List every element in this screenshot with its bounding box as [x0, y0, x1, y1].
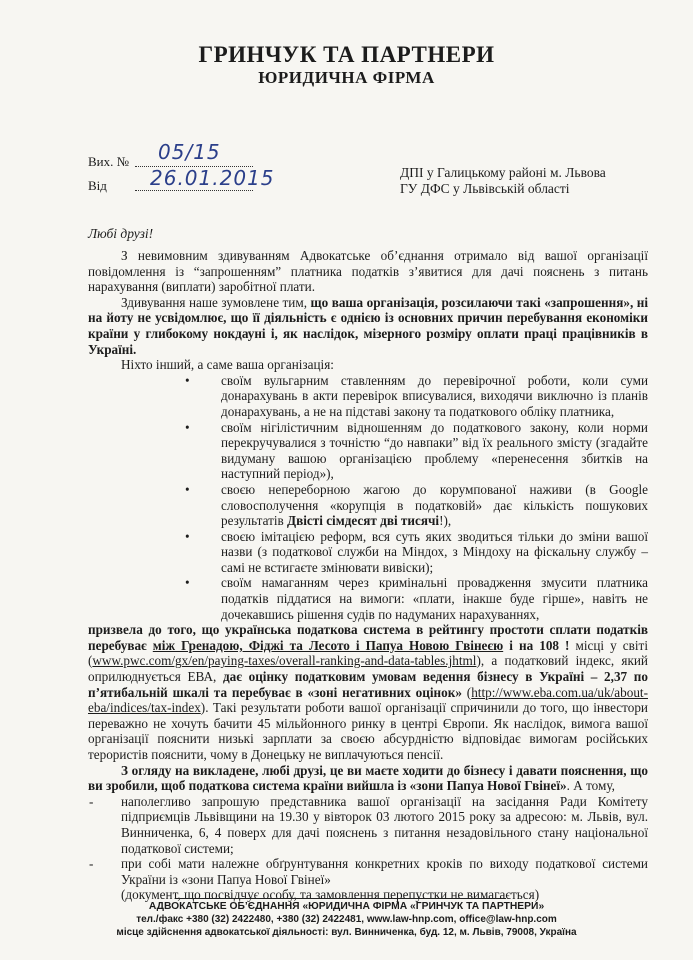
- outgoing-number-value: 05/15: [158, 140, 221, 164]
- bullet-item: • своєю імітацією реформ, вся суть яких зводиться тільки до зміни вашої назви (з податкової служби на Міндох, з Міндоху на фіскальну службу – самі не встигаєте змінювати вивіски);: [221, 529, 648, 576]
- note: (документ, що посвідчує особу, та замовлення перепустки не вимагається): [121, 887, 540, 903]
- bullet-list: [88, 373, 648, 623]
- addressee-line-1: ДПІ у Галицькому районі м. Львова: [400, 165, 606, 180]
- paragraph-1: З невимовним здивуванням Адвокатське об’єднання отримало від вашої організації повідомлення із “запрошенням” платника податків з’явитися для дачі пояснень з питань нарахування (виплати) заробітної плати.: [88, 248, 648, 295]
- date-label: Від: [88, 178, 107, 193]
- bullet-item: • своїм вульгарним ставленням до перевірочної роботи, коли суми донарахувань в акти перевірок вписувалися, виходячи виключно із планів донарахувань, а не на підставі закону та податкового обліку платника,: [221, 373, 648, 420]
- date-line: [135, 190, 253, 191]
- firm-name: ГРИНЧУК ТА ПАРТНЕРИ: [198, 42, 495, 67]
- dash-item: - при собі мати належне обґрунтування конкретних кроків по виходу податкової системи України із «зони Папуа Нової Гвінеї»: [121, 856, 648, 887]
- addressee-line-2: ГУ ДФС у Львівській області: [400, 181, 570, 196]
- paragraph-3: Ніхто інший, а саме ваша організація:: [121, 357, 334, 373]
- letter-body: [88, 248, 648, 903]
- greeting: Любі друзі!: [88, 226, 154, 241]
- footer-address: місце здійснення адвокатської діяльності: вул. Винниченка, буд. 12, м. Львів, 79008, Україна: [116, 927, 577, 938]
- dash-list: [88, 794, 648, 888]
- paragraph-4: призвела до того, що українська податкова система в рейтингу простоти сплати податків перебуває між Гренадою, Фіджі та Лесото і Папуа Новою Гвінеєю і на 108 ! місці у світі (www.pwc.com/gx/en/paying-taxes/overall-ranking-and-data-tables.jhtml), а податковий індекс, який оприлюднується ЕВА, дає оцінку податковим умовам ведення бізнесу в Україні – 2,37 по п’ятибальній шкалі та перебуває в «зоні негативних оцінок» (http://www.eba.com.ua/uk/about-eba/indices/tax-index). Такі результати роботи вашої організації спричинили до того, що інвестори переважно не хочуть бачити 45 мільйонного ринку в центрі Європи. Як наслідок, вимога вашої організації пояснити низькі зарплати за своєю абсурдністю відповідає вимогам російських терористів пояснити, чому в Донецьку не виплачуються пенсії.: [88, 622, 649, 762]
- pwc-link[interactable]: www.pwc.com/gx/en/paying-taxes/overall-ranking-and-data-tables.jhtml: [92, 653, 477, 669]
- eba-link[interactable]: http://www.eba.com.ua/uk/about-eba/indices/tax-index: [88, 684, 648, 716]
- bullet-item: • своєю непереборною жагою до корумпованої наживи (в Google словосполучення «корупція в податковій» дає кількість пошукових результатів Двісті сімдесят дві тисячі!),: [221, 482, 648, 529]
- paragraph-2-bold: що ваша організація, розсилаючи такі «запрошення», ні на йоту не усвідомлює, що її діяльність є однією із основних причин перебування економіки країни у глибокому нокдауні і, як наслідок, мізерного розміру оплати праці працівників в Україні.: [88, 294, 648, 357]
- ranking-neighbours: між Гренадою, Фіджі та Лесото і Папуа Новою Гвінеєю: [152, 637, 504, 653]
- date-value: 26.01.2015: [150, 166, 275, 190]
- paragraph-5: З огляду на викладене, любі друзі, це ви маєте ходити до бізнесу і давати пояснення, що ви зробили, щоб податкова система країни вийшла із «зони Папуа Нової Гвінеї». А тому,: [88, 762, 648, 794]
- firm-type: ЮРИДИЧНА ФІРМА: [258, 68, 435, 87]
- outgoing-number-label: Вих. №: [88, 154, 130, 169]
- bullet-item: • своїм намаганням через кримінальні провадження змусити платника податків піддатися на вимоги: «плати, інакше буде гірше», навіть не дочекавшись рішення судів по надуманих нарахуваннях,: [221, 575, 648, 622]
- bullet-item: • своїм нігілістичним відношенням до податкового закону, коли норми перекручувалися з точністю “до навпаки” від їх реального змісту (згадайте видуману вашою організацією проблему «перенесення збитків на наступний період»),: [221, 420, 648, 482]
- footer-divider: [176, 898, 506, 899]
- dash-item: - наполегливо запрошую представника вашої організації на засідання Ради Комітету підприємців Львівщини на 19.30 у вівторок 03 лютого 2015 року за адресою: м. Львів, вул. Винниченка, 6, 4 поверх для дачі пояснень з питання незадовільного стану національної податкової системи;: [121, 794, 648, 856]
- footer-contacts: тел./факс +380 (32) 2422480, +380 (32) 2422481, www.law-hnp.com, office@law-hnp.com: [136, 914, 557, 925]
- paragraph-2: Здивування наше зумовлене тим, що ваша організація, розсилаючи такі «запрошення», ні на йоту не усвідомлює, що її діяльність є однією із основних причин перебування економіки країни у глибокому нокдауні і, як наслідок, мізерного розміру оплати праці працівників в Україні.: [88, 294, 648, 357]
- footer-org: АДВОКАТСЬКЕ ОБ’ЄДНАННЯ «ЮРИДИЧНА ФІРМА «ГРИНЧУК ТА ПАРТНЕРИ»: [148, 901, 545, 912]
